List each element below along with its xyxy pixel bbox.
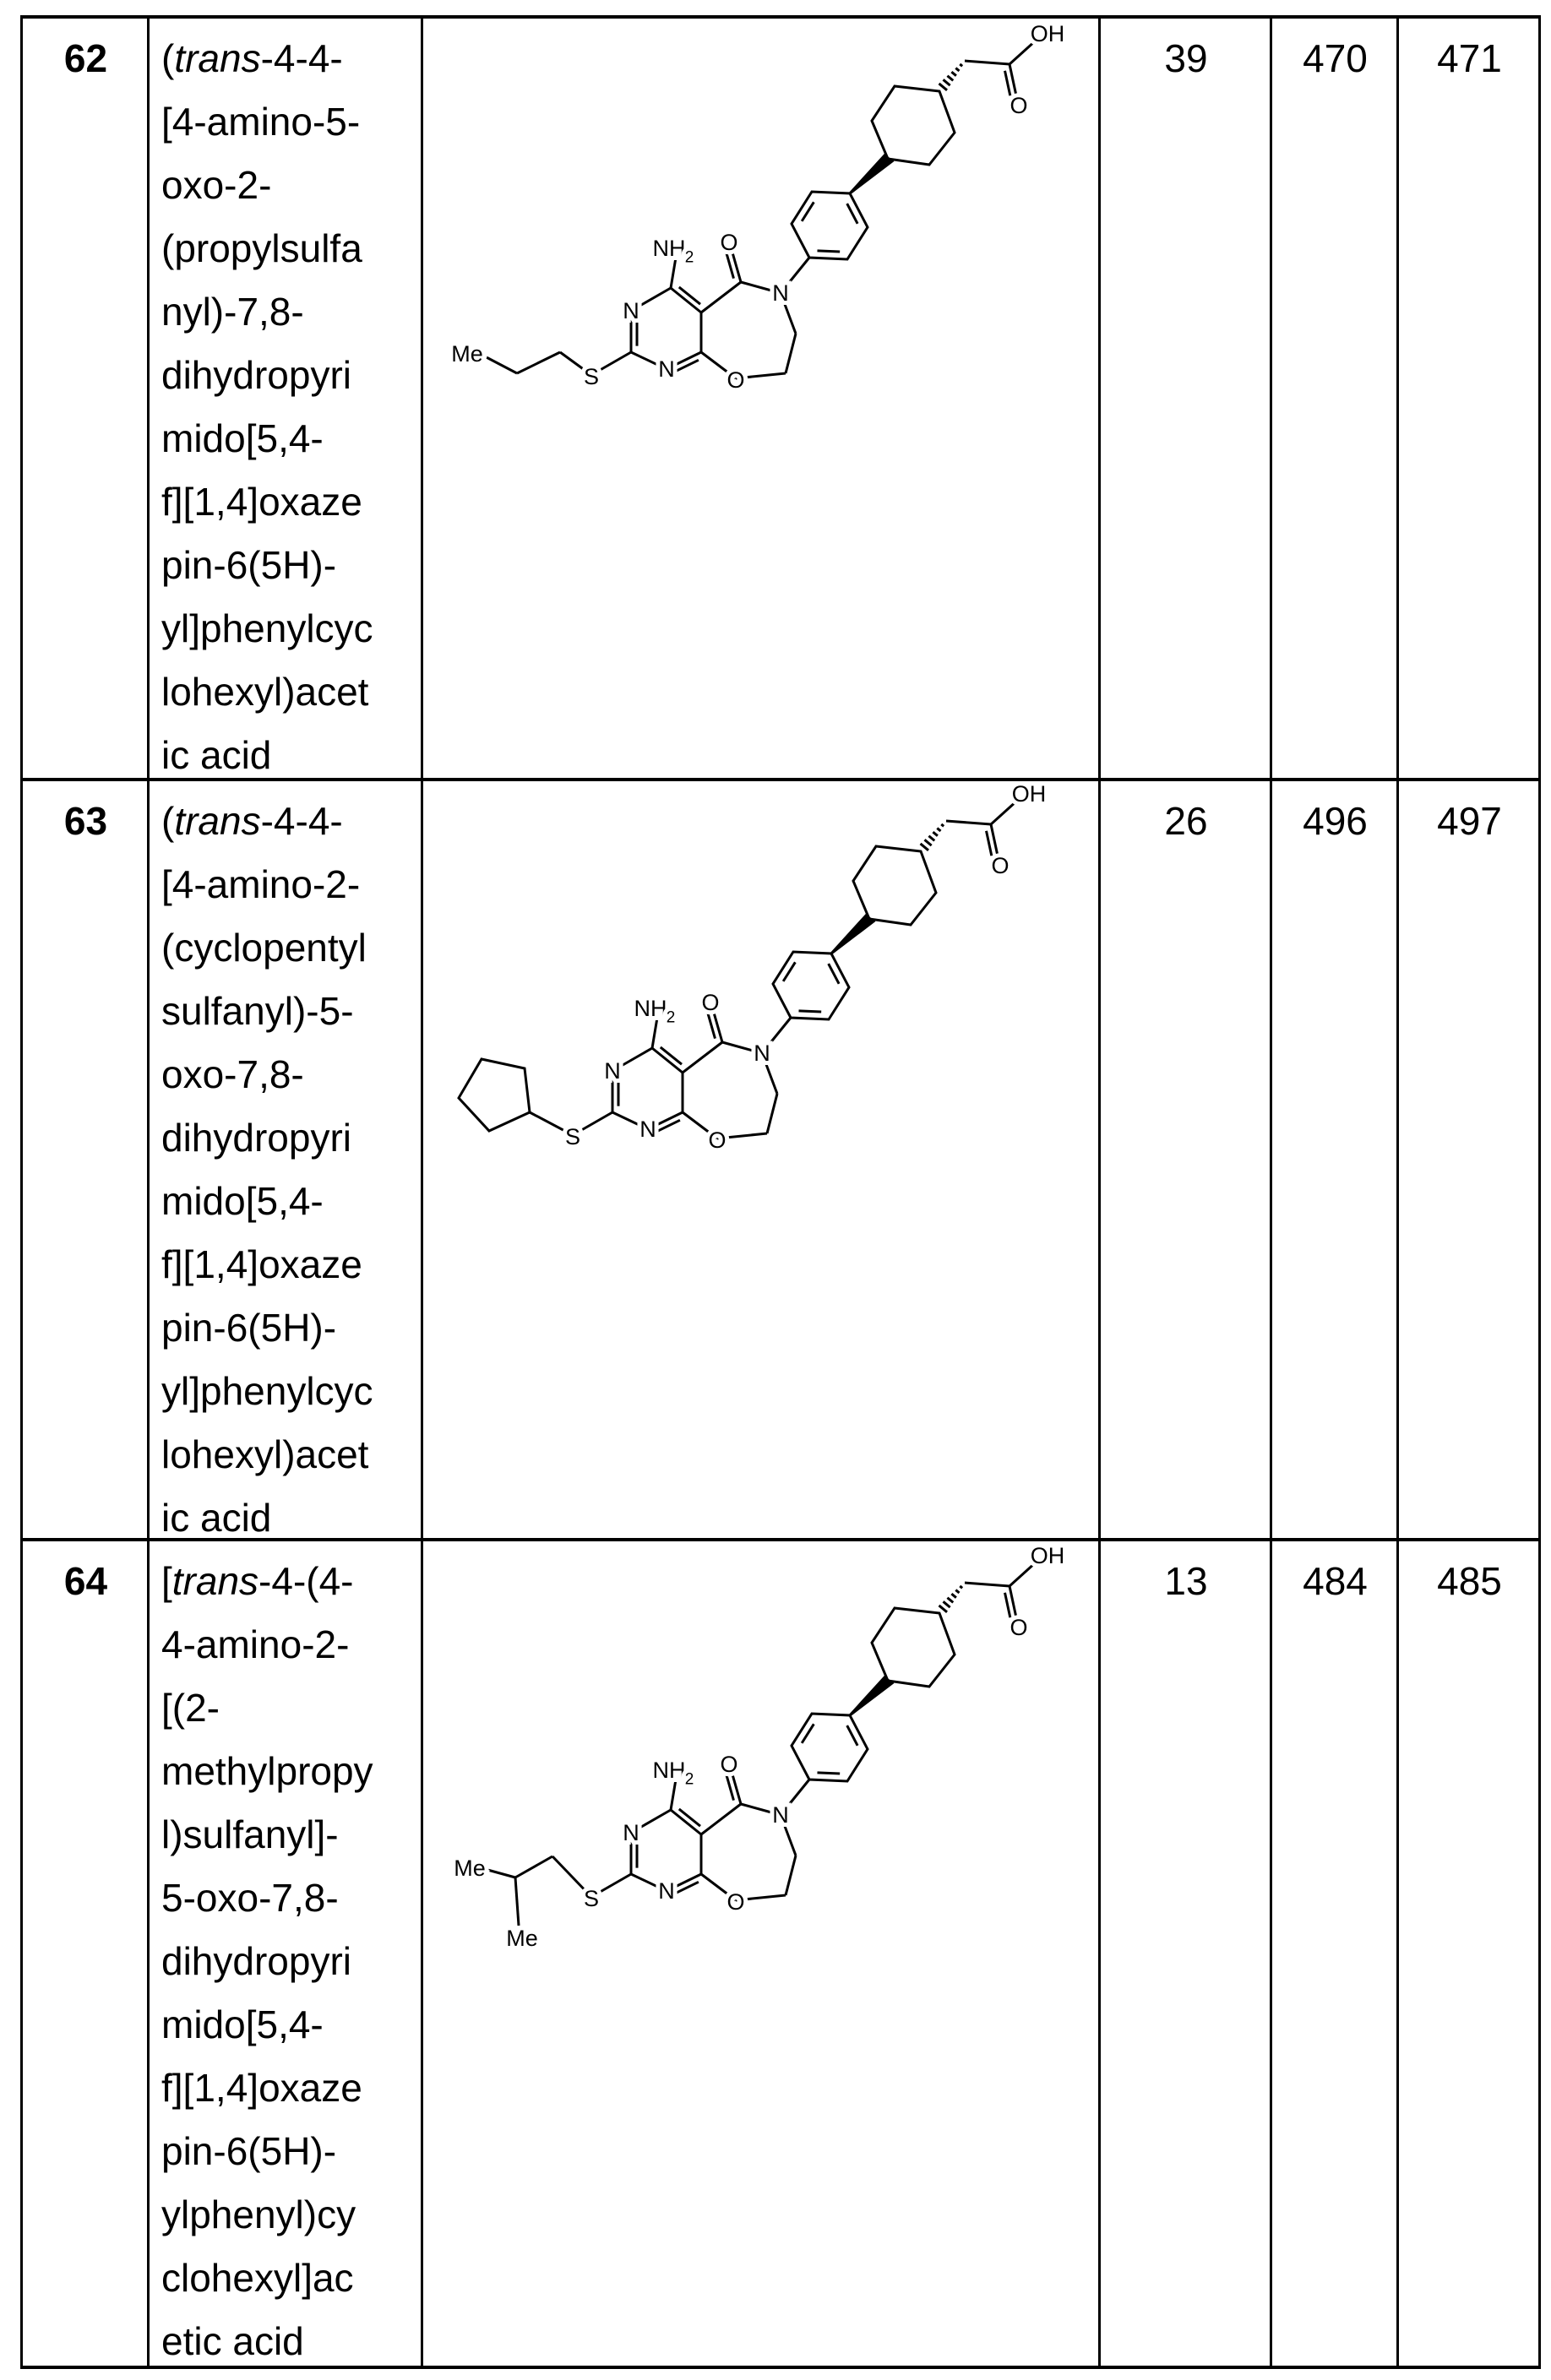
name-line (161, 1550, 411, 1613)
structure-cell (421, 781, 1098, 1540)
name-line: f][1,4]oxaze (161, 2057, 411, 2120)
name-line (161, 790, 411, 853)
name-segment-post: -4-4- (261, 36, 343, 80)
atom-label: 2 (685, 1771, 694, 1789)
name-line: pin-6(5H)- (161, 1296, 411, 1360)
value-3: 497 (1396, 781, 1541, 1540)
structure-cell (421, 1541, 1098, 2366)
name-line: lohexyl)acet (161, 1423, 411, 1486)
name-line: etic acid (161, 2310, 411, 2373)
atom-label: OH (1012, 781, 1047, 807)
name-line: sulfanyl)-5- (161, 980, 411, 1043)
structure-cell (421, 19, 1098, 780)
atom-label: O (727, 367, 744, 393)
name-segment-pre: ( (161, 36, 174, 80)
atom-label: Me (454, 1856, 486, 1881)
atom-label: N (754, 1041, 770, 1066)
compound-id: 63 (20, 781, 147, 1540)
name-line: oxo-7,8- (161, 1043, 411, 1106)
name-segment-italic: trans (174, 799, 260, 843)
name-line: yl]phenylcyc (161, 1360, 411, 1423)
name-line: pin-6(5H)- (161, 534, 411, 597)
compound-table (20, 15, 1541, 2369)
name-line: oxo-2- (161, 154, 411, 217)
name-line: 5-oxo-7,8- (161, 1867, 411, 1930)
atom-label: NH (653, 1758, 686, 1783)
atom-label: S (584, 1886, 599, 1911)
value-2: 470 (1270, 19, 1396, 780)
atom-label: N (658, 356, 675, 382)
table-row (20, 15, 1541, 780)
atom-label: N (658, 1878, 675, 1904)
name-line: nyl)-7,8- (161, 280, 411, 344)
name-line: lohexyl)acet (161, 660, 411, 724)
compound-id: 64 (20, 1541, 147, 2366)
value-1: 13 (1098, 1541, 1270, 2366)
atom-label: O (708, 1128, 726, 1153)
compound-id: 62 (20, 19, 147, 780)
value-1: 39 (1098, 19, 1270, 780)
name-line: ic acid (161, 724, 411, 787)
name-line: methylpropy (161, 1740, 411, 1803)
name-line: mido[5,4- (161, 1170, 411, 1233)
name-line (161, 27, 411, 90)
name-line: clohexyl]ac (161, 2247, 411, 2310)
atom-label: O (727, 1889, 744, 1915)
name-segment-pre: ( (161, 799, 174, 843)
name-line: dihydropyri (161, 1106, 411, 1170)
name-line: l)sulfanyl]- (161, 1803, 411, 1867)
atom-label: Me (451, 341, 483, 367)
compound-name (147, 19, 421, 780)
atom-label: O (991, 853, 1009, 878)
atom-label: N (623, 298, 639, 323)
atom-label: OH (1031, 21, 1065, 46)
atom-label: N (623, 1820, 639, 1845)
atom-label: O (1010, 93, 1027, 118)
name-line: ylphenyl)cy (161, 2183, 411, 2247)
name-line: [4-amino-2- (161, 853, 411, 916)
value-2: 484 (1270, 1541, 1396, 2366)
name-line: [(2- (161, 1676, 411, 1740)
atom-label: O (701, 990, 719, 1015)
table-row (20, 778, 1541, 1540)
name-segment-post: -4-(4- (258, 1559, 353, 1603)
atom-label: S (584, 364, 599, 389)
name-segment-post: -4-4- (261, 799, 343, 843)
name-line: yl]phenylcyc (161, 597, 411, 660)
compound-name (147, 781, 421, 1540)
atom-label: O (720, 230, 737, 255)
value-2: 496 (1270, 781, 1396, 1540)
name-segment-italic: trans (172, 1559, 258, 1603)
name-line: pin-6(5H)- (161, 2120, 411, 2183)
table-row (20, 1538, 1541, 2369)
atom-label: N (639, 1117, 656, 1142)
name-line: dihydropyri (161, 1930, 411, 1993)
atom-label: Me (506, 1926, 538, 1951)
atom-label: O (720, 1752, 737, 1777)
atom-label: N (772, 280, 789, 306)
name-line: f][1,4]oxaze (161, 470, 411, 534)
atom-label: NH (653, 236, 686, 261)
name-line: f][1,4]oxaze (161, 1233, 411, 1296)
value-1: 26 (1098, 781, 1270, 1540)
name-segment-italic: trans (174, 36, 260, 80)
atom-label: S (565, 1124, 580, 1149)
value-3: 485 (1396, 1541, 1541, 2366)
name-line: (cyclopentyl (161, 916, 411, 980)
atom-label: NH (634, 996, 667, 1021)
name-line: [4-amino-5- (161, 90, 411, 154)
atom-label: O (1010, 1615, 1027, 1640)
value-3: 471 (1396, 19, 1541, 780)
name-line: mido[5,4- (161, 407, 411, 470)
name-line: ic acid (161, 1486, 411, 1550)
atom-label: 2 (667, 1009, 676, 1027)
name-line: (propylsulfa (161, 217, 411, 280)
name-line: 4-amino-2- (161, 1613, 411, 1676)
atom-label: 2 (685, 249, 694, 267)
atom-label: N (772, 1802, 789, 1828)
name-segment-pre: [ (161, 1559, 172, 1603)
atom-label: OH (1031, 1543, 1065, 1568)
atom-label: N (604, 1058, 621, 1084)
name-line: dihydropyri (161, 344, 411, 407)
name-line: mido[5,4- (161, 1993, 411, 2057)
compound-name (147, 1541, 421, 2366)
